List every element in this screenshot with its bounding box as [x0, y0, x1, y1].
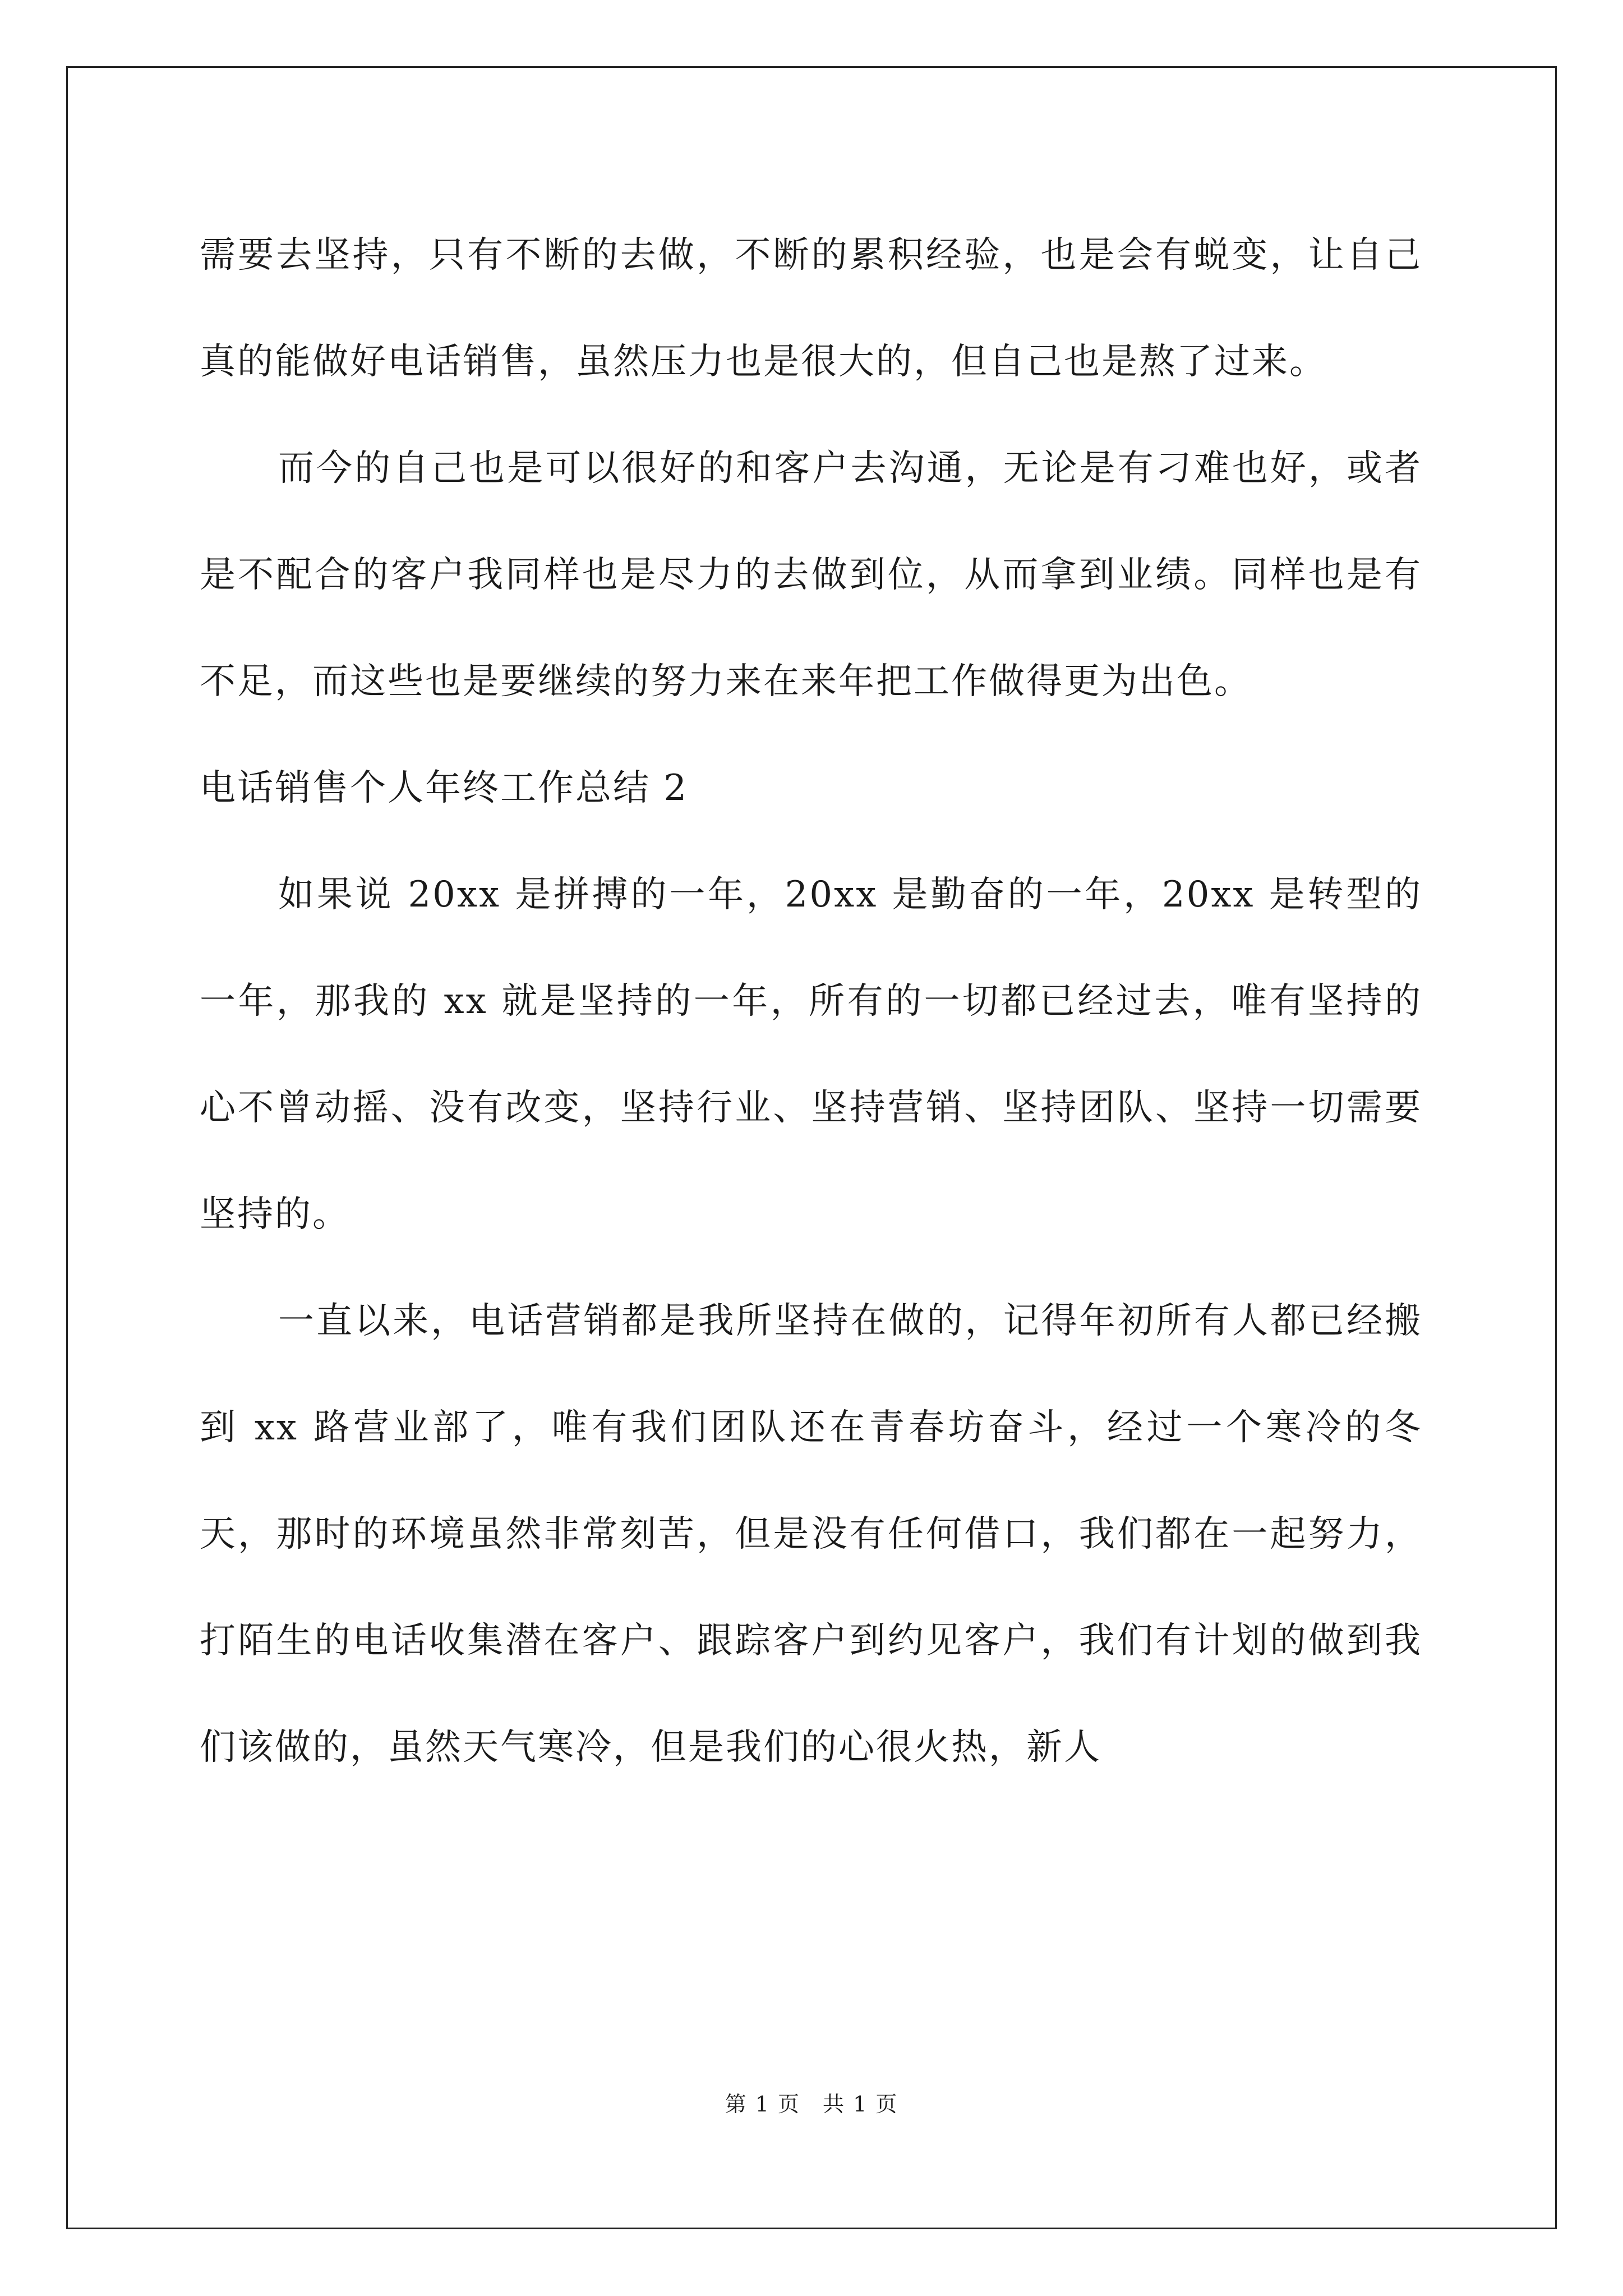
- page-number: 第 1 页: [725, 2092, 800, 2116]
- section-title: 电话销售个人年终工作总结 2: [200, 767, 689, 809]
- document-body: [200, 202, 1422, 1801]
- paragraph: 如果说 20xx 是拼搏的一年，20xx 是勤奋的一年，20xx 是转型的一年，那我的 xx 就是坚持的一年，所有的一切都已经过去，唯有坚持的心不曾动摇、没有改变，坚持行业、坚持营销、坚持团队、坚持一切需要坚持的。: [200, 874, 1422, 1235]
- paragraph: 而今的自己也是可以很好的和客户去沟通，无论是有刁难也好，或者是不配合的客户我同样也是尽力的去做到位，从而拿到业绩。同样也是有不足，而这些也是要继续的努力来在来年把工作做得更为出色。: [200, 448, 1422, 702]
- page-footer: [0, 2087, 1623, 2118]
- page-total: 共 1 页: [823, 2092, 898, 2116]
- paragraph: 一直以来，电话营销都是我所坚持在做的，记得年初所有人都已经搬到 xx 路营业部了，唯有我们团队还在青春坊奋斗，经过一个寒冷的冬天，那时的环境虽然非常刻苦，但是没有任何借口，我们都在一起努力，打陌生的电话收集潜在客户、跟踪客户到约见客户，我们有计划的做到我们该做的，虽然天气寒冷，但是我们的心很火热，新人: [200, 1300, 1422, 1768]
- paragraph-continued: 需要去坚持，只有不断的去做，不断的累积经验，也是会有蜕变，让自己真的能做好电话销售，虽然压力也是很大的，但自己也是熬了过来。: [200, 234, 1422, 383]
